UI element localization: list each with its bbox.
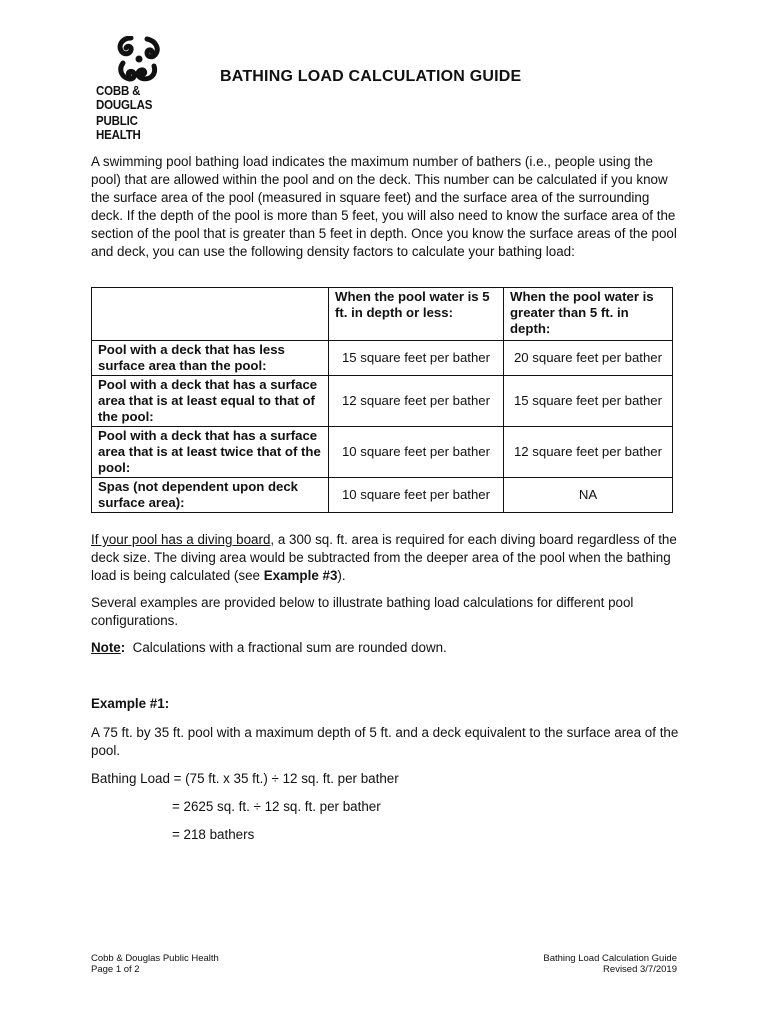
example-1-description: A 75 ft. by 35 ft. pool with a maximum depth of 5 ft. and a deck equivalent to the surface area of the pool. <box>91 725 679 758</box>
table-cell: 12 square feet per bather <box>504 427 673 478</box>
table-row-label: Pool with a deck that has a surface area that is at least equal to that of the pool: <box>92 376 329 427</box>
table-row-label: Pool with a deck that has less surface area than the pool: <box>92 341 329 376</box>
footer-doc-title: Bathing Load Calculation Guide <box>543 953 677 964</box>
page-title: BATHING LOAD CALCULATION GUIDE <box>220 68 522 85</box>
table-cell: 15 square feet per bather <box>504 376 673 427</box>
table-row <box>92 427 673 478</box>
table-row <box>92 376 673 427</box>
note-colon: : <box>120 640 126 655</box>
example-1-calc-line: = 218 bathers <box>172 827 255 842</box>
example-3-reference: Example #3 <box>263 568 338 583</box>
table-row-label: Spas (not dependent upon deck surface area): <box>92 478 329 513</box>
table-row <box>92 478 673 513</box>
table-header-cell: When the pool water is 5 ft. in depth or less: <box>329 288 504 341</box>
note-paragraph <box>91 639 681 657</box>
table-cell: 12 square feet per bather <box>329 376 504 427</box>
note-text: Calculations with a fractional sum are rounded down. <box>125 640 447 655</box>
table-header-row <box>92 288 673 341</box>
table-cell: 10 square feet per bather <box>329 427 504 478</box>
diving-board-paragraph <box>91 531 681 585</box>
diving-board-phrase: If your pool has a diving board <box>91 532 271 547</box>
table-cell: 15 square feet per bather <box>329 341 504 376</box>
example-1-calc-line: = 2625 sq. ft. ÷ 12 sq. ft. per bather <box>172 799 381 814</box>
table-header-cell: When the pool water is greater than 5 ft. in depth: <box>504 288 673 341</box>
table-row <box>92 341 673 376</box>
logo-line-2: PUBLIC HEALTH <box>96 114 141 142</box>
examples-intro: Several examples are provided below to illustrate bathing load calculations for different pool configurations. <box>91 595 634 628</box>
example-1-calc-line: Bathing Load = (75 ft. x 35 ft.) ÷ 12 sq. ft. per bather <box>91 771 399 786</box>
footer-org: Cobb & Douglas Public Health <box>91 953 219 964</box>
table-header-cell <box>92 288 329 341</box>
table-cell: 20 square feet per bather <box>504 341 673 376</box>
footer-left <box>91 953 219 975</box>
density-table <box>91 287 673 513</box>
table-cell: 10 square feet per bather <box>329 478 504 513</box>
cobb-douglas-logo-icon <box>114 36 164 82</box>
logo <box>96 36 188 142</box>
table-cell: NA <box>504 478 673 513</box>
footer-revised-date: Revised 3/7/2019 <box>603 964 677 975</box>
diving-board-text: , a 300 sq. ft. area is required for each diving board regardless of the deck size. The diving area would be subtracted from the deeper area of the pool when the bathing load is being calculated (see <box>91 532 677 583</box>
footer-right <box>543 953 677 975</box>
table-row-label: Pool with a deck that has a surface area that is at least twice that of the pool: <box>92 427 329 478</box>
logo-line-1: COBB & DOUGLAS <box>96 84 153 112</box>
example-1-heading: Example #1: <box>91 696 170 711</box>
note-label: Note <box>91 640 121 655</box>
diving-board-tail: ). <box>337 568 346 583</box>
intro-paragraph: A swimming pool bathing load indicates the maximum number of bathers (i.e., people using the pool) that are allowed within the pool and on the deck. This number can be calculated if you know the surface area of the pool (measured in square feet) and the surface area of the surrounding deck. If the depth of the pool is more than 5 feet, you will also need to know the surface area of the section of the pool that is greater than 5 feet in depth. Once you know the surface areas of the pool and deck, you can use the following density factors to calculate your bathing load: <box>91 154 677 259</box>
footer-page-number: Page 1 of 2 <box>91 964 140 975</box>
